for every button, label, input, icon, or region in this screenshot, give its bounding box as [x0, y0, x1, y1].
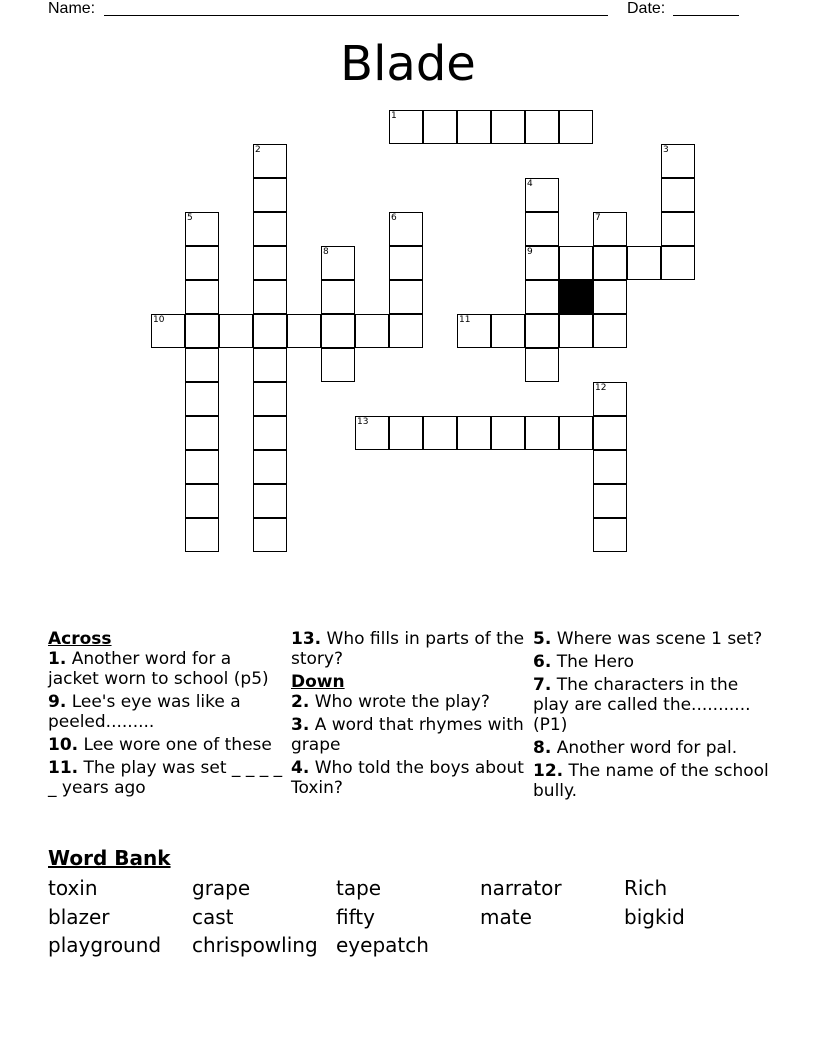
crossword-cell[interactable] [593, 280, 627, 314]
word-bank-item: cast [192, 904, 234, 929]
crossword-cell[interactable] [661, 246, 695, 280]
crossword-cell[interactable] [185, 484, 219, 518]
crossword-cell[interactable] [185, 518, 219, 552]
word-bank-item: playground [48, 933, 162, 957]
word-bank-item: bigkid [624, 904, 685, 929]
crossword-cell[interactable] [525, 280, 559, 314]
crossword-cell[interactable] [253, 518, 287, 552]
crossword-cell[interactable] [593, 518, 627, 552]
clue-number: 10 [153, 315, 165, 325]
word-bank-item: grape [192, 876, 251, 900]
word-bank [48, 874, 768, 960]
crossword-cell[interactable] [491, 314, 525, 348]
word-bank-item: tape [336, 876, 382, 900]
clue-number: 4 [527, 179, 533, 189]
crossword-cell[interactable] [321, 314, 355, 348]
crossword-cell[interactable] [389, 416, 423, 450]
clue-down-12: 12. The name of the school bully. [533, 761, 769, 801]
crossword-cell[interactable] [355, 416, 389, 450]
word-bank-item: blazer [48, 904, 110, 929]
crossword-cell[interactable] [185, 246, 219, 280]
crossword-cell[interactable] [525, 212, 559, 246]
clue-number: 12 [595, 383, 607, 393]
crossword-cell[interactable] [525, 246, 559, 280]
crossword-cell[interactable] [593, 416, 627, 450]
puzzle-title: Blade [340, 36, 476, 92]
crossword-cell[interactable] [253, 382, 287, 416]
crossword-cell[interactable] [525, 314, 559, 348]
black-square [559, 280, 593, 314]
crossword-cell[interactable] [321, 246, 355, 280]
crossword-cell[interactable] [253, 484, 287, 518]
clue-down-3: 3. A word that rhymes with grape [291, 715, 524, 755]
clues-column-3 [533, 629, 769, 804]
crossword-cell[interactable] [253, 416, 287, 450]
clue-down-5: 5. Where was scene 1 set? [533, 629, 763, 649]
crossword-cell[interactable] [593, 484, 627, 518]
crossword-cell[interactable] [457, 314, 491, 348]
word-bank-item: chrispowling [192, 933, 318, 957]
crossword-cell[interactable] [253, 178, 287, 212]
crossword-cell[interactable] [185, 280, 219, 314]
crossword-cell[interactable] [525, 178, 559, 212]
clue-number: 11 [459, 315, 471, 325]
crossword-cell[interactable] [423, 416, 457, 450]
crossword-cell[interactable] [151, 314, 185, 348]
crossword-cell[interactable] [389, 280, 423, 314]
crossword-cell[interactable] [525, 416, 559, 450]
crossword-cell[interactable] [185, 450, 219, 484]
crossword-cell[interactable] [491, 110, 525, 144]
clue-across-11: 11. The play was set _ _ _ _ _ years ago [48, 758, 283, 798]
crossword-cell[interactable] [253, 348, 287, 382]
crossword-cell[interactable] [661, 178, 695, 212]
crossword-cell[interactable] [253, 450, 287, 484]
crossword-cell[interactable] [321, 348, 355, 382]
crossword-cell[interactable] [593, 450, 627, 484]
clue-number: 8 [323, 247, 329, 257]
down-heading: Down [291, 672, 345, 692]
crossword-cell[interactable] [661, 144, 695, 178]
clues-column-2 [291, 629, 527, 801]
crossword-cell[interactable] [457, 416, 491, 450]
clue-down-8: 8. Another word for pal. [533, 738, 738, 758]
word-bank-title: Word Bank [48, 846, 171, 870]
crossword-cell[interactable] [185, 416, 219, 450]
clue-number: 6 [391, 213, 397, 223]
crossword-cell[interactable] [389, 110, 423, 144]
clue-across-13: 13. Who fills in parts of the story? [291, 629, 525, 669]
crossword-cell[interactable] [627, 246, 661, 280]
crossword-cell[interactable] [253, 144, 287, 178]
crossword-cell[interactable] [491, 416, 525, 450]
clue-down-7: 7. The characters in the play are called the...........(P1) [533, 675, 751, 735]
crossword-cell[interactable] [185, 212, 219, 246]
clue-down-2: 2. Who wrote the play? [291, 692, 490, 712]
crossword-cell[interactable] [389, 212, 423, 246]
crossword-cell[interactable] [559, 246, 593, 280]
crossword-cell[interactable] [355, 314, 389, 348]
crossword-cell[interactable] [593, 382, 627, 416]
clue-across-10: 10. Lee wore one of these [48, 735, 272, 755]
crossword-cell[interactable] [253, 246, 287, 280]
crossword-cell[interactable] [287, 314, 321, 348]
crossword-cell[interactable] [593, 212, 627, 246]
crossword-cell[interactable] [219, 314, 253, 348]
crossword-cell[interactable] [185, 314, 219, 348]
clue-number: 2 [255, 145, 261, 155]
clue-down-4: 4. Who told the boys about Toxin? [291, 758, 524, 798]
word-bank-item: Rich [624, 876, 668, 900]
clue-number: 13 [357, 417, 369, 427]
crossword-cell[interactable] [559, 110, 593, 144]
crossword-cell[interactable] [661, 212, 695, 246]
crossword-cell[interactable] [185, 382, 219, 416]
clues-column-1 [48, 629, 284, 801]
crossword-cell[interactable] [559, 314, 593, 348]
clue-number: 5 [187, 213, 193, 223]
clue-number: 7 [595, 213, 601, 223]
word-bank-item: eyepatch [336, 933, 429, 957]
across-heading: Across [48, 629, 112, 649]
crossword-cell[interactable] [253, 280, 287, 314]
crossword-cell[interactable] [389, 314, 423, 348]
crossword-cell[interactable] [253, 314, 287, 348]
crossword-cell[interactable] [389, 246, 423, 280]
crossword-cell[interactable] [593, 314, 627, 348]
word-bank-item: fifty [336, 904, 375, 929]
crossword-cell[interactable] [253, 212, 287, 246]
clue-down-6: 6. The Hero [533, 652, 634, 672]
crossword-cell[interactable] [559, 416, 593, 450]
clue-across-9: 9. Lee's eye was like a peeled......... [48, 692, 241, 732]
crossword-cell[interactable] [321, 280, 355, 314]
clue-number: 9 [527, 247, 533, 257]
crossword-cell[interactable] [525, 348, 559, 382]
name-label: Name: [48, 0, 96, 17]
word-bank-item: narrator [480, 876, 562, 900]
date-label: Date: [627, 0, 666, 17]
crossword-cell[interactable] [593, 246, 627, 280]
crossword-cell[interactable] [423, 110, 457, 144]
crossword-cell[interactable] [525, 110, 559, 144]
word-bank-item: mate [480, 904, 532, 929]
crossword-cell[interactable] [185, 348, 219, 382]
clue-number: 3 [663, 145, 669, 155]
crossword-cell[interactable] [457, 110, 491, 144]
word-bank-item: toxin [48, 876, 98, 900]
clue-across-1: 1. Another word for a jacket worn to school (p5) [48, 649, 269, 689]
clue-number: 1 [391, 111, 397, 121]
